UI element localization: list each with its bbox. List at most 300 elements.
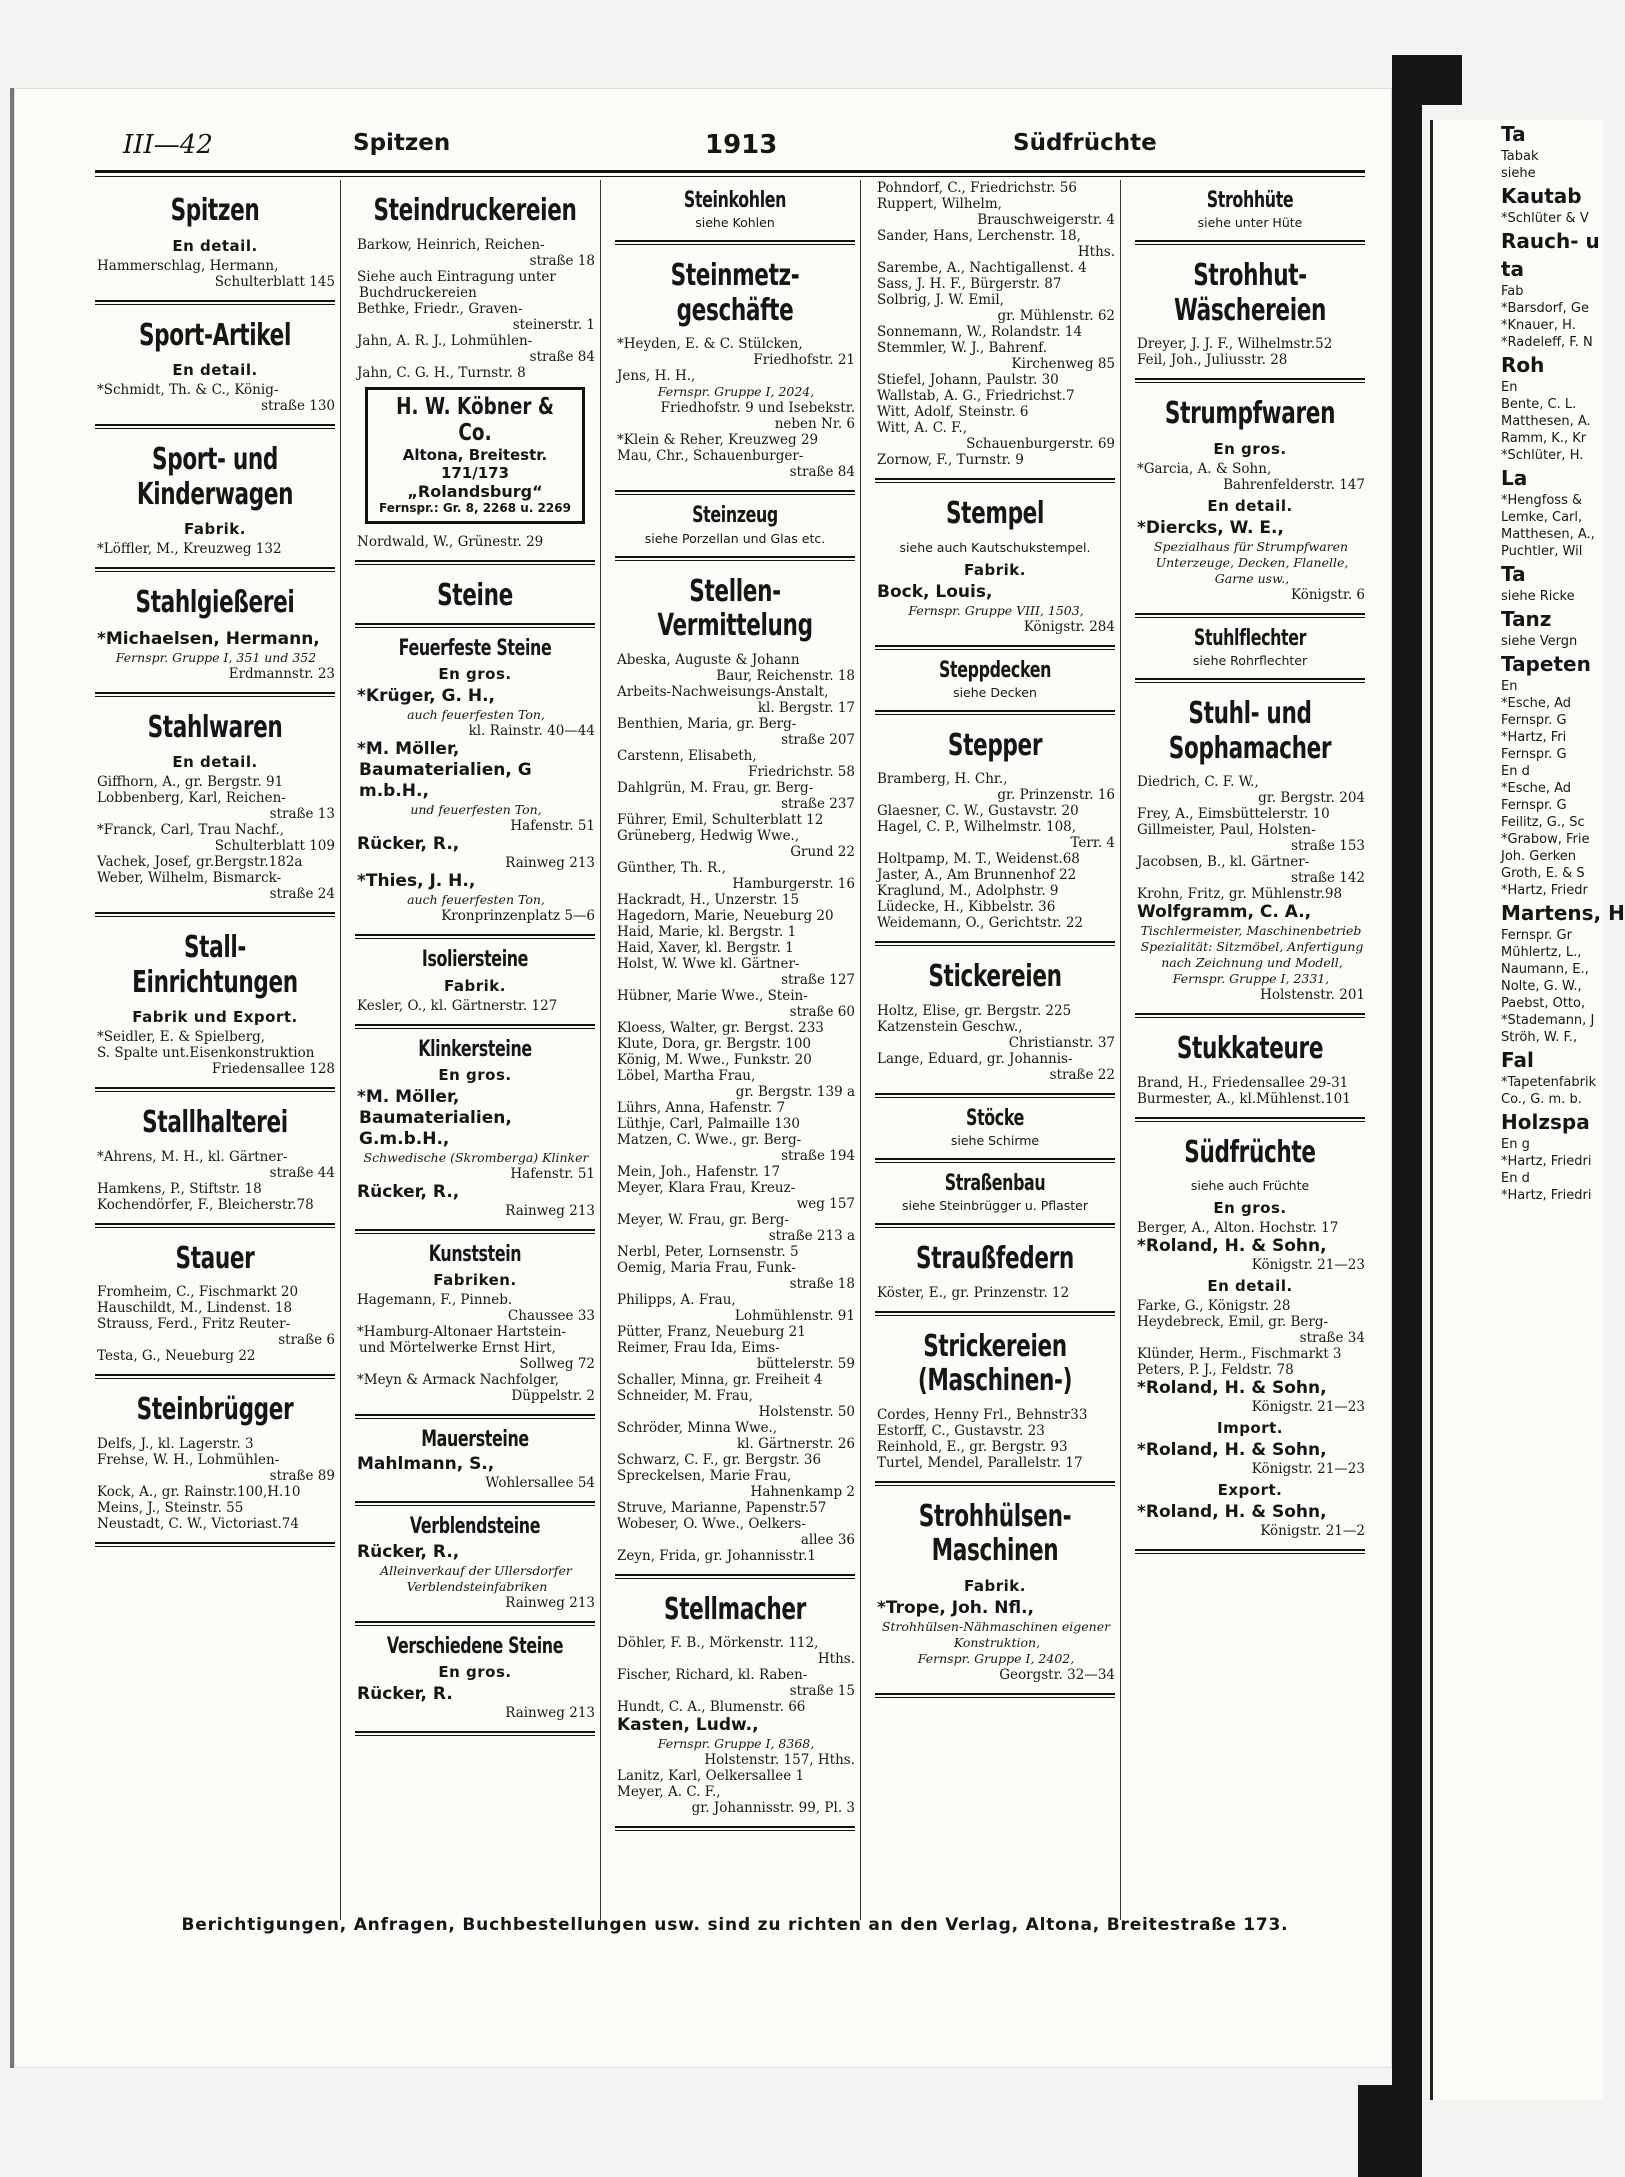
entry-text: Oemig, Maria Frau, Funk- xyxy=(617,1259,796,1276)
entry-text: Meyer, A. C. F., xyxy=(617,1784,721,1801)
directory-entry xyxy=(1135,1523,1365,1539)
entry-text: Vachek, Josef, gr.Bergstr.182a xyxy=(97,854,303,870)
entry-text: Rücker, R., xyxy=(357,1541,460,1562)
entry-address: straße 84 xyxy=(529,348,595,365)
entry-address: Schulterblatt 109 xyxy=(214,838,335,854)
directory-entry xyxy=(615,684,855,716)
next-page-line: *Esche, Ad xyxy=(1501,781,1572,796)
section-rule xyxy=(95,424,335,429)
entry-text: Sander, Hans, Lerchenstr. 18, xyxy=(877,228,1081,244)
entry-text: Benthien, Maria, gr. Berg- xyxy=(617,715,797,732)
directory-entry xyxy=(1135,902,1365,923)
directory-section xyxy=(95,443,335,572)
section-heading: Steinbrügger xyxy=(136,1392,294,1427)
directory-entry xyxy=(875,420,1115,452)
entry-text: Bramberg, H. Chr., xyxy=(877,771,1008,788)
section-heading: Stickereien xyxy=(928,959,1062,995)
entry-note: auch feuerfesten Ton, xyxy=(407,707,545,723)
cross-reference: siehe Rohrflechter xyxy=(1192,653,1308,669)
entry-text: Zornow, F., Turnstr. 9 xyxy=(877,452,1024,468)
next-page-line: Feilitz, G., Sc xyxy=(1501,815,1585,830)
directory-entry xyxy=(1135,1502,1365,1523)
entry-address: straße 130 xyxy=(261,398,335,414)
directory-entry xyxy=(1135,1378,1365,1399)
entry-text: En detail. xyxy=(1207,496,1293,515)
section-heading: Verschiedene Steine xyxy=(386,1633,564,1659)
entry-text: Jahn, A. R. J., Lohmühlen- xyxy=(357,332,533,349)
next-page-line: *Hengfoss & xyxy=(1501,493,1583,508)
page-number: III—42 xyxy=(123,130,213,160)
directory-section xyxy=(355,194,595,565)
entry-address: Königstr. 6 xyxy=(1291,586,1365,603)
section-rule xyxy=(355,623,595,628)
directory-entry xyxy=(615,448,855,480)
directory-section xyxy=(1135,697,1365,1018)
subheading: En gros. xyxy=(438,665,512,684)
entry-text: Klünder, Herm., Fischmarkt 3 xyxy=(1137,1346,1342,1363)
directory-entry xyxy=(615,748,855,780)
subheading: En detail. xyxy=(172,236,258,255)
next-page-line: En xyxy=(1501,380,1518,395)
directory-entry xyxy=(1135,1091,1365,1107)
directory-entry xyxy=(875,603,1115,619)
entry-text: *Trope, Joh. Nfl., xyxy=(877,1597,1034,1618)
directory-section xyxy=(355,1037,595,1234)
directory-entry xyxy=(615,1667,855,1699)
directory-entry xyxy=(875,867,1115,883)
directory-entry xyxy=(875,228,1115,260)
directory-entry xyxy=(615,1164,855,1180)
entry-text: Peters, P. J., Feldstr. 78 xyxy=(1137,1362,1294,1379)
directory-entry xyxy=(95,258,335,290)
ad-phone: Fernspr.: Gr. 8, 2268 u. 2269 xyxy=(379,500,571,515)
directory-entry xyxy=(615,1420,855,1452)
entry-text: *Roland, H. & Sohn, xyxy=(1137,1440,1327,1461)
cross-reference: siehe auch Kautschukstempel. xyxy=(899,539,1091,555)
directory-entry xyxy=(95,1516,335,1532)
section-rule xyxy=(1135,613,1365,618)
section-rule xyxy=(355,1501,595,1506)
directory-entry xyxy=(1135,886,1365,902)
directory-entry xyxy=(355,1454,595,1475)
directory-entry xyxy=(355,237,595,269)
next-page-line: Kautab xyxy=(1501,184,1582,208)
directory-entry xyxy=(1135,774,1365,806)
directory-entry xyxy=(95,1452,335,1484)
entry-address: Schauenburgerstr. 69 xyxy=(966,436,1115,452)
entry-address: Königstr. 21—2 xyxy=(1260,1523,1365,1540)
directory-section xyxy=(875,1171,1115,1228)
directory-entry xyxy=(1135,1461,1365,1477)
entry-text: Lanitz, Karl, Oelkersallee 1 xyxy=(617,1768,805,1785)
entry-text: Glaesner, C. W., Gustavstr. 20 xyxy=(877,803,1079,820)
entry-text: Nerbl, Peter, Lornsenstr. 5 xyxy=(617,1243,799,1260)
entry-text: Struve, Marianne, Papenstr.57 xyxy=(617,1499,827,1516)
directory-entry xyxy=(615,1180,855,1212)
section-heading: Stuhlflechter xyxy=(1193,625,1307,651)
directory-entry xyxy=(95,854,335,870)
directory-entry xyxy=(875,1423,1115,1439)
directory-entry xyxy=(95,1029,335,1045)
entry-text: Stiefel, Johann, Paulstr. 30 xyxy=(877,372,1059,388)
entry-text: *Löffler, M., Kreuzweg 132 xyxy=(97,541,282,557)
next-page-line: siehe Vergn xyxy=(1501,634,1578,649)
section-heading: Stauer xyxy=(175,1240,255,1276)
entry-text: Jens, H. H., xyxy=(617,368,696,385)
column-rule xyxy=(860,180,861,1920)
next-page-line: Ta xyxy=(1501,562,1526,586)
entry-address: Rainweg 213 xyxy=(505,1594,595,1611)
entry-text: *Roland, H. & Sohn, xyxy=(1137,1236,1327,1257)
directory-entry xyxy=(1135,518,1365,539)
directory-entry xyxy=(615,1132,855,1164)
column-3 xyxy=(615,180,855,1910)
section-rule xyxy=(355,1024,595,1029)
directory-entry xyxy=(875,899,1115,915)
directory-entry xyxy=(355,1292,595,1324)
entry-address: straße 142 xyxy=(1291,870,1365,887)
directory-entry xyxy=(95,1284,335,1300)
entry-note: Fernspr. Gruppe VIII, 1503, xyxy=(908,602,1084,618)
directory-entry xyxy=(615,828,855,860)
directory-section xyxy=(615,1593,855,1832)
section-rule xyxy=(1135,678,1365,683)
entry-text: Fischer, Richard, kl. Raben- xyxy=(617,1667,808,1684)
directory-section xyxy=(1135,397,1365,618)
next-page-line: Ströh, W. F., xyxy=(1501,1030,1578,1045)
directory-entry xyxy=(615,1260,855,1292)
entry-note: Fernspr. Gruppe I, 351 und 352 xyxy=(115,649,317,665)
entry-text: Barkow, Heinrich, Reichen- xyxy=(357,236,545,253)
directory-entry xyxy=(875,452,1115,468)
entry-text: Mein, Joh., Hafenstr. 17 xyxy=(617,1163,781,1180)
entry-text: Diedrich, C. F. W., xyxy=(1137,774,1259,791)
entry-address: Sollweg 72 xyxy=(519,1356,595,1373)
column-5 xyxy=(1135,180,1365,1910)
next-page-line: *Esche, Ad xyxy=(1501,696,1572,711)
entry-text: Hagedorn, Marie, Neueburg 20 xyxy=(617,907,834,924)
next-page-line: *Schlüter & V xyxy=(1501,211,1589,226)
section-rule xyxy=(95,567,335,572)
entry-address: Rainweg 213 xyxy=(505,1705,595,1722)
next-page-line: Naumann, E., xyxy=(1501,962,1589,977)
entry-text: En detail. xyxy=(1207,1277,1293,1296)
entry-text: Dreyer, J. J. F., Wilhelmstr.52 xyxy=(1137,336,1333,353)
column-rule xyxy=(340,180,341,1920)
entry-text: Delfs, J., kl. Lagerstr. 3 xyxy=(97,1435,254,1452)
directory-entry xyxy=(1135,1440,1365,1461)
directory-entry xyxy=(95,1500,335,1516)
entry-text: Frey, A., Eimsbüttelerstr. 10 xyxy=(1137,806,1330,823)
entry-text: *Roland, H. & Sohn, xyxy=(1137,1502,1327,1523)
entry-text: *Schmidt, Th. & C., König- xyxy=(97,382,279,398)
directory-entry xyxy=(355,1684,595,1705)
entry-note: Tischlermeister, Maschinenbetrieb Spezialität: Sitzmöbel, Anfertigung nach Zeichnung und Modell, xyxy=(1140,923,1364,971)
ad-address: Altona, Breitestr. 171/173 xyxy=(402,445,548,482)
entry-text: *Klein & Reher, Kreuzweg 29 xyxy=(617,432,819,449)
subheading: En gros. xyxy=(438,1065,512,1084)
entry-text: Meyer, W. Frau, gr. Berg- xyxy=(617,1211,789,1228)
section-heading: Steindruckereien xyxy=(373,193,577,228)
section-rule xyxy=(355,1414,595,1419)
directory-section xyxy=(875,1330,1115,1486)
directory-entry xyxy=(615,336,855,368)
column-rule xyxy=(600,180,601,1920)
directory-entry xyxy=(875,1003,1115,1019)
directory-entry xyxy=(355,534,595,550)
directory-entry xyxy=(615,1292,855,1324)
section-heading: Straßenbau xyxy=(944,1171,1046,1197)
entry-address: weg 157 xyxy=(796,1195,855,1212)
entry-address: büttelerstr. 59 xyxy=(756,1355,855,1372)
directory-entry xyxy=(355,1475,595,1491)
entry-address: Wohlersallee 54 xyxy=(485,1475,595,1492)
entry-address: straße 213 a xyxy=(768,1227,855,1244)
directory-section xyxy=(875,180,1115,483)
section-rule xyxy=(1135,378,1365,383)
section-heading: Verblendsteine xyxy=(409,1514,541,1540)
entry-text: *Meyn & Armack Nachfolger, xyxy=(357,1372,560,1389)
entry-address: straße 24 xyxy=(269,886,335,902)
directory-entry xyxy=(615,908,855,924)
directory-entry xyxy=(355,834,595,855)
directory-section xyxy=(875,1106,1115,1163)
directory-entry xyxy=(95,1316,335,1348)
next-page-line: *Knauer, H. xyxy=(1501,318,1576,333)
section-rule xyxy=(875,1481,1115,1486)
directory-entry xyxy=(615,1052,855,1068)
directory-section xyxy=(875,658,1115,715)
directory-section xyxy=(95,1106,335,1228)
section-rule xyxy=(95,1223,335,1228)
subheading: Fabrik und Export. xyxy=(132,1008,298,1026)
directory-entry xyxy=(355,1563,595,1595)
entry-text: *Roland, H. & Sohn, xyxy=(1137,1378,1327,1399)
entry-address: Friedhofstr. 21 xyxy=(753,352,855,369)
section-heading: Strumpfwaren xyxy=(1164,396,1336,432)
directory-entry xyxy=(875,292,1115,324)
entry-text: Estorff, C., Gustavstr. 23 xyxy=(877,1422,1045,1439)
entry-text: Zeyn, Frida, gr. Johannisstr.1 xyxy=(617,1547,816,1564)
next-page-line: *Schlüter, H. xyxy=(1501,448,1584,463)
directory-entry xyxy=(1135,1399,1365,1415)
directory-entry xyxy=(355,333,595,365)
directory-entry xyxy=(875,1455,1115,1471)
section-heading: Stahlwaren xyxy=(147,709,283,745)
directory-entry xyxy=(615,1100,855,1116)
section-rule xyxy=(615,1574,855,1579)
section-heading: Stallhalterei xyxy=(142,1105,288,1140)
entry-text: Arbeits-Nachweisungs-Anstalt, xyxy=(617,683,829,700)
directory-entry xyxy=(355,1705,595,1721)
entry-text: *Seidler, E. & Spielberg, xyxy=(97,1029,266,1045)
directory-entry xyxy=(95,1061,335,1077)
entry-text: Köster, E., gr. Prinzenstr. 12 xyxy=(877,1284,1070,1301)
entry-text: Kasten, Ludw., xyxy=(617,1715,759,1736)
directory-entry xyxy=(875,372,1115,388)
entry-text: Wolfgramm, C. A., xyxy=(1137,902,1312,923)
subheading: Fabrik. xyxy=(964,1576,1026,1595)
directory-entry xyxy=(615,940,855,956)
directory-entry xyxy=(95,382,335,414)
directory-section xyxy=(95,194,335,305)
directory-section xyxy=(615,259,855,495)
directory-section xyxy=(355,1242,595,1419)
directory-entry xyxy=(875,388,1115,404)
directory-entry xyxy=(355,818,595,834)
section-heading: Klinkersteine xyxy=(418,1036,532,1062)
column-2 xyxy=(355,180,595,1910)
entry-address: gr. Bergstr. 204 xyxy=(1258,790,1365,807)
entry-text: Lüdecke, H., Kibbelstr. 36 xyxy=(877,899,1056,916)
section-rule xyxy=(875,1223,1115,1228)
entry-text: Krohn, Fritz, gr. Mühlenstr.98 xyxy=(1137,886,1343,903)
entry-text: Dahlgrün, M. Frau, gr. Berg- xyxy=(617,779,814,796)
section-rule xyxy=(875,710,1115,715)
entry-address: straße 84 xyxy=(789,464,855,481)
directory-entry xyxy=(1135,1346,1365,1362)
entry-text: Fromheim, C., Fischmarkt 20 xyxy=(97,1284,299,1300)
directory-entry xyxy=(875,1285,1115,1301)
entry-text: *Krüger, G. H., xyxy=(357,686,495,707)
section-rule xyxy=(615,490,855,495)
entry-address: Hamburgerstr. 16 xyxy=(732,875,855,892)
entry-text: Import. xyxy=(1216,1419,1284,1438)
directory-section xyxy=(355,579,595,629)
entry-text: Günther, Th. R., xyxy=(617,859,726,876)
entry-text: Kloess, Walter, gr. Bergst. 233 xyxy=(617,1019,824,1036)
directory-section xyxy=(95,586,335,697)
entry-text: Feil, Joh., Juliusstr. 28 xyxy=(1137,352,1288,369)
cross-reference: siehe Kohlen xyxy=(695,215,775,231)
entry-text: Siehe auch Eintragung unter Buchdruckereien xyxy=(357,268,556,301)
directory-entry xyxy=(1135,923,1365,971)
subheading: Fabrik. xyxy=(184,520,246,538)
directory-entry xyxy=(875,851,1115,867)
entry-text: Hagemann, F., Pinneb. xyxy=(357,1292,513,1309)
directory-entry xyxy=(615,988,855,1020)
next-page-line: Matthesen, A., xyxy=(1501,527,1595,542)
directory-entry xyxy=(95,541,335,557)
next-page-line: *Radeleff, F. N xyxy=(1501,335,1593,350)
section-heading: Stahlgießerei xyxy=(135,585,295,620)
subheading: En gros. xyxy=(438,1663,512,1682)
next-page-line: Rauch- u xyxy=(1501,229,1600,253)
subheading xyxy=(1135,1419,1365,1437)
directory-entry xyxy=(95,666,335,682)
entry-text: Matzen, C. Wwe., gr. Berg- xyxy=(617,1131,802,1148)
next-page-line: Tabak xyxy=(1501,149,1539,164)
section-rule xyxy=(95,1542,335,1547)
entry-text: Holtz, Elise, gr. Bergstr. 225 xyxy=(877,1002,1072,1019)
directory-section xyxy=(1135,188,1365,245)
entry-text: Lange, Eduard, gr. Johannis- xyxy=(877,1050,1073,1067)
entry-text: Jaster, A., Am Brunnenhof 22 xyxy=(877,867,1077,884)
subheading: En gros. xyxy=(1213,1199,1287,1218)
next-page-line: Fernspr. Gr xyxy=(1501,928,1572,943)
cross-reference: siehe Schirme xyxy=(950,1133,1040,1149)
section-heading: Sport-Artikel xyxy=(138,317,292,353)
section-rule xyxy=(875,645,1115,650)
entry-note: Fernspr. Gruppe I, 8368, xyxy=(657,1736,815,1752)
entry-text: Hammerschlag, Hermann, xyxy=(97,257,279,274)
directory-section xyxy=(615,503,855,560)
directory-entry xyxy=(95,1045,335,1061)
directory-entry xyxy=(95,1149,335,1181)
section-rule xyxy=(875,478,1115,483)
entry-address: Georgstr. 32—34 xyxy=(999,1666,1115,1683)
directory-entry xyxy=(875,619,1115,635)
section-rule xyxy=(1135,1013,1365,1018)
entry-text: Kesler, O., kl. Gärtnerstr. 127 xyxy=(357,997,558,1014)
entry-address: Königstr. 21—23 xyxy=(1251,1399,1365,1416)
section-rule xyxy=(875,1093,1115,1098)
directory-entry xyxy=(1135,461,1365,493)
next-page-line: La xyxy=(1501,466,1528,490)
next-page-line: *Stademann, J xyxy=(1501,1013,1595,1028)
directory-entry xyxy=(615,892,855,908)
next-page-line: Matthesen, A. xyxy=(1501,414,1591,429)
entry-text: Kochendörfer, F., Bleicherstr.78 xyxy=(97,1196,314,1213)
section-heading: Stuhl- und Sophamacher xyxy=(1168,696,1332,766)
directory-entry xyxy=(615,1116,855,1132)
section-heading: Stöcke xyxy=(966,1105,1024,1131)
directory-section xyxy=(95,711,335,918)
section-rule xyxy=(95,1374,335,1379)
subheading: En gros. xyxy=(1213,439,1287,458)
entry-text: Führer, Emil, Schulterblatt 12 xyxy=(617,811,824,828)
section-rule xyxy=(355,1229,595,1234)
next-page-line: *Barsdorf, Ge xyxy=(1501,301,1589,316)
entry-text: Wallstab, A. G., Friedrichst.7 xyxy=(877,388,1075,404)
next-page-line: En d xyxy=(1501,764,1530,779)
entry-text: Rücker, R., xyxy=(357,1181,460,1202)
section-heading: Steine xyxy=(437,577,513,613)
entry-text: Holtpamp, M. T., Weidenst.68 xyxy=(877,851,1080,868)
directory-section xyxy=(1135,1136,1365,1555)
directory-entry xyxy=(875,180,1115,196)
directory-section xyxy=(95,931,335,1092)
directory-section xyxy=(875,729,1115,947)
cross-reference: siehe auch Früchte xyxy=(1190,1178,1310,1194)
entry-address: Friedhofstr. 9 und Isebekstr. neben Nr. 6 xyxy=(660,400,855,433)
next-page-line: *Hartz, Friedri xyxy=(1501,1154,1592,1169)
entry-text: Gillmeister, Paul, Holsten- xyxy=(1137,822,1316,839)
entry-text: Solbrig, J. W. Emil, xyxy=(877,292,1004,308)
directory-section xyxy=(875,960,1115,1098)
directory-entry xyxy=(615,1784,855,1816)
directory-entry xyxy=(615,812,855,828)
running-head-year: 1913 xyxy=(705,130,778,160)
directory-entry xyxy=(615,1468,855,1500)
section-heading: Strohhülsen- Maschinen xyxy=(918,1498,1072,1569)
entry-text: Döhler, F. B., Mörkenstr. 112, xyxy=(617,1635,819,1652)
entry-text: Philipps, A. Frau, xyxy=(617,1291,736,1308)
entry-text: Ruppert, Wilhelm, xyxy=(877,196,1002,212)
directory-entry xyxy=(875,1019,1115,1051)
entry-text: *Heyden, E. & C. Stülcken, xyxy=(617,336,803,353)
directory-section xyxy=(1135,1032,1365,1122)
entry-text: Hackradt, H., Unzerstr. 15 xyxy=(617,891,800,908)
directory-entry xyxy=(355,855,595,871)
directory-entry xyxy=(615,956,855,988)
section-rule xyxy=(355,934,595,939)
directory-entry xyxy=(875,1439,1115,1455)
entry-text: Brand, H., Friedensallee 29-31 xyxy=(1137,1074,1349,1091)
entry-text: Rücker, R. xyxy=(357,1684,453,1705)
next-page-line: siehe xyxy=(1501,166,1536,181)
entry-address: straße 44 xyxy=(269,1164,335,1181)
